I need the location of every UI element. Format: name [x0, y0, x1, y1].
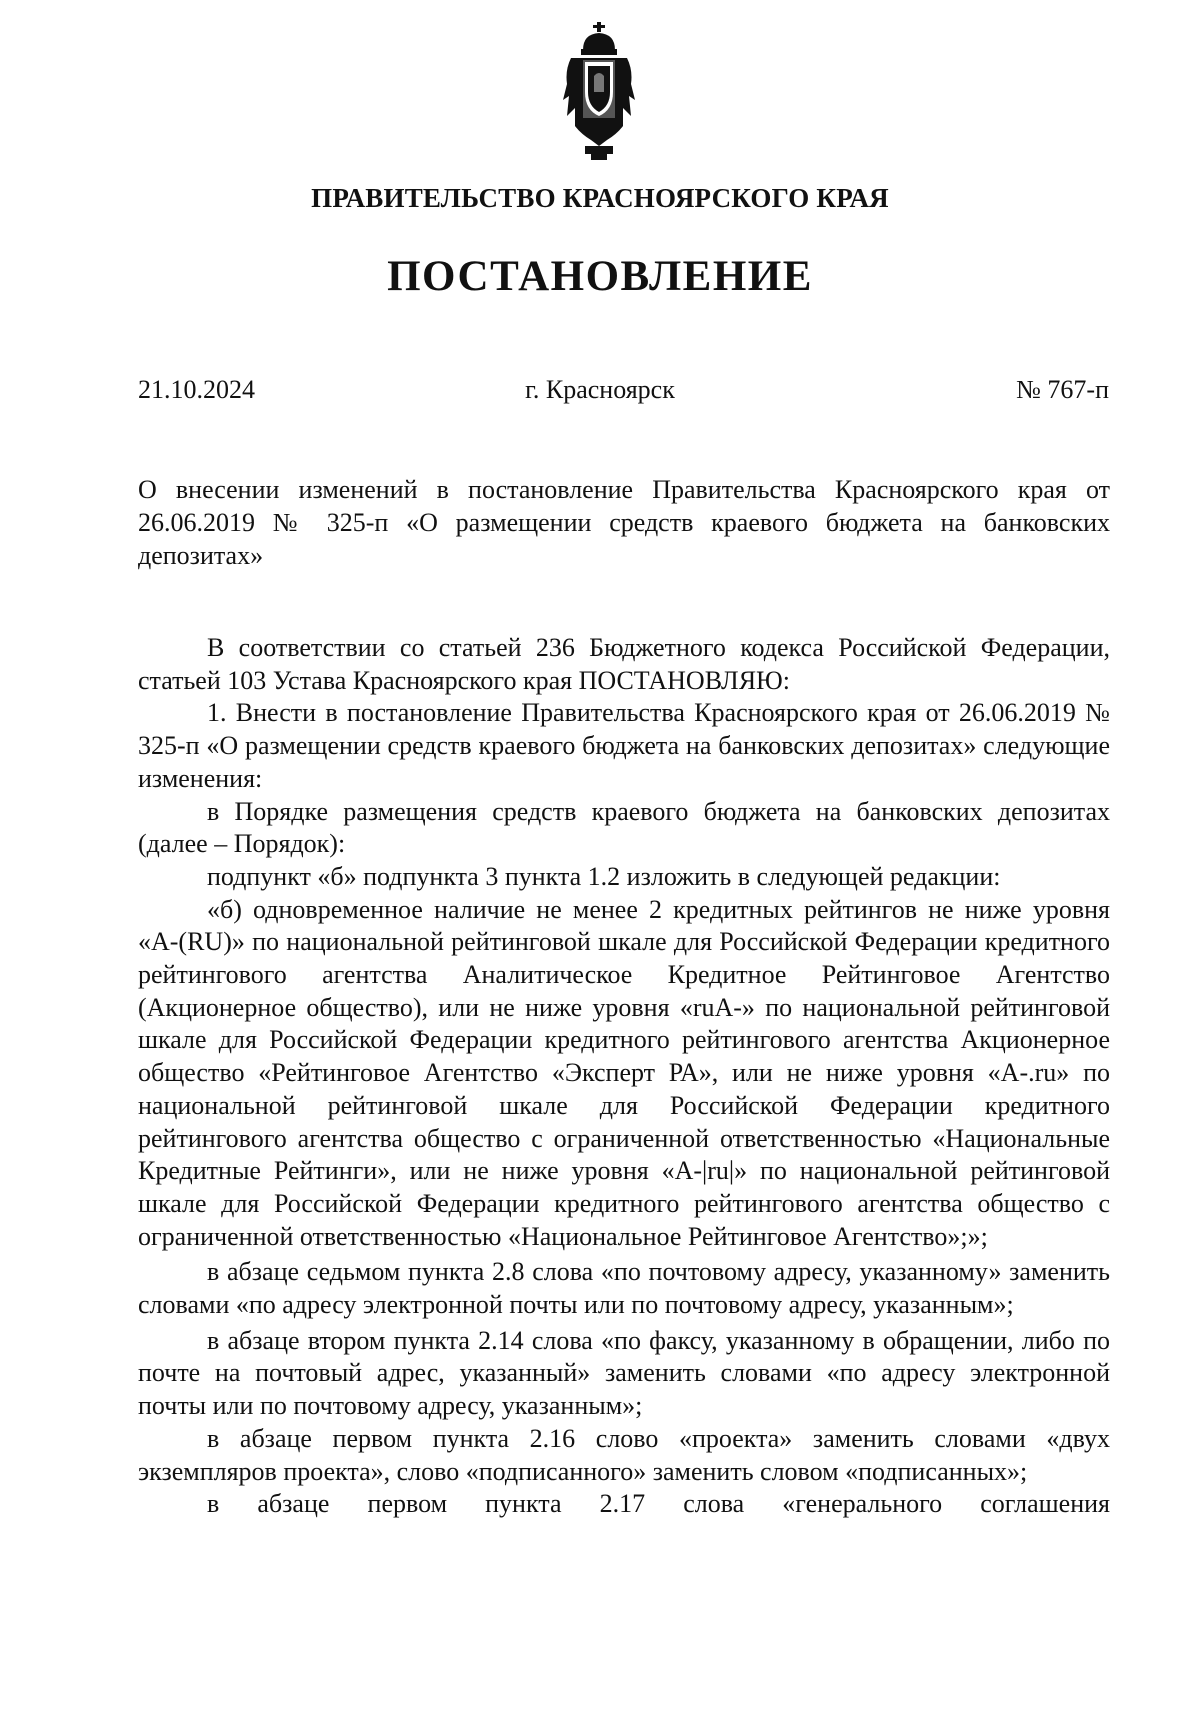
organization-name: ПРАВИТЕЛЬСТВО КРАСНОЯРСКОГО КРАЯ — [311, 183, 889, 213]
body-paragraph: в абзаце седьмом пункта 2.8 слова «по почтовому адресу, указанному» заменить словами «по адресу электронной почты или по почтовому адресу, указанным»; — [138, 1257, 1110, 1320]
body-paragraph: в абзаце первом пункта 2.16 слово «проекта» заменить словами «двух экземпляров проекта», слово «подписанного» заменить словом «подписанных»; — [138, 1423, 1110, 1486]
document-date: 21.10.2024 — [138, 375, 255, 404]
body-paragraph: в абзаце первом пункта 2.17 слова «генерального соглашения — [207, 1489, 1110, 1519]
body-paragraph: 1. Внести в постановление Правительства Красноярского края от 26.06.2019 № 325-п «О размещении средств краевого бюджета на банковских депозитах» следующие изменения: — [138, 698, 1110, 793]
body-paragraph: в абзаце втором пункта 2.14 слова «по факсу, указанному в обращении, либо по почте на почтовый адрес, указанный» заменить словами «по адресу электронной почты или по почтовому адресу, указанным»; — [138, 1325, 1110, 1421]
document-body — [138, 632, 1110, 1521]
body-paragraph: В соответствии со статьей 236 Бюджетного кодекса Российской Федерации, статьей 103 Устава Красноярского края ПОСТАНОВЛЯЮ: — [138, 633, 1110, 695]
document-title: О внесении изменений в постановление Правительства Красноярского края от 26.06.2019 № 325-п «О размещении средств краевого бюджета на банковских депозитах» — [138, 475, 1110, 570]
document-city: г. Красноярск — [525, 375, 675, 404]
document-number: № 767-п — [1016, 375, 1109, 404]
document-type: ПОСТАНОВЛЕНИЕ — [387, 253, 813, 300]
coat-of-arms-icon — [561, 22, 637, 162]
body-paragraph: в Порядке размещения средств краевого бюджета на банковских депозитах (далее – Порядок): — [138, 796, 1110, 859]
body-paragraph: подпункт «б» подпункта 3 пункта 1.2 изложить в следующей редакции: — [207, 861, 1001, 891]
body-paragraph: «б) одновременное наличие не менее 2 кредитных рейтингов не ниже уровня «A-(RU)» по национальной рейтинговой шкале для Российской Федерации кредитного рейтингового агентства Аналитическое Кредитное Рейтинговое Агентство (Акционерное общество), или не ниже уровня «ruA-» по национальной рейтинговой шкале для Российской Федерации кредитного рейтингового агентства Акционерное общество «Рейтинговое Агентство «Эксперт РА», или не ниже уровня «A-.ru» по национальной рейтинговой шкале для Российской Федерации кредитного рейтингового агентства общество с ограниченной ответственностью «Национальные Кредитные Рейтинги», или не ниже уровня «A-|ru|» по национальной рейтинговой шкале для Российской Федерации кредитного рейтингового агентства общество с ограниченной ответственностью «Национальное Рейтинговое Агентство»;»; — [138, 894, 1110, 1251]
